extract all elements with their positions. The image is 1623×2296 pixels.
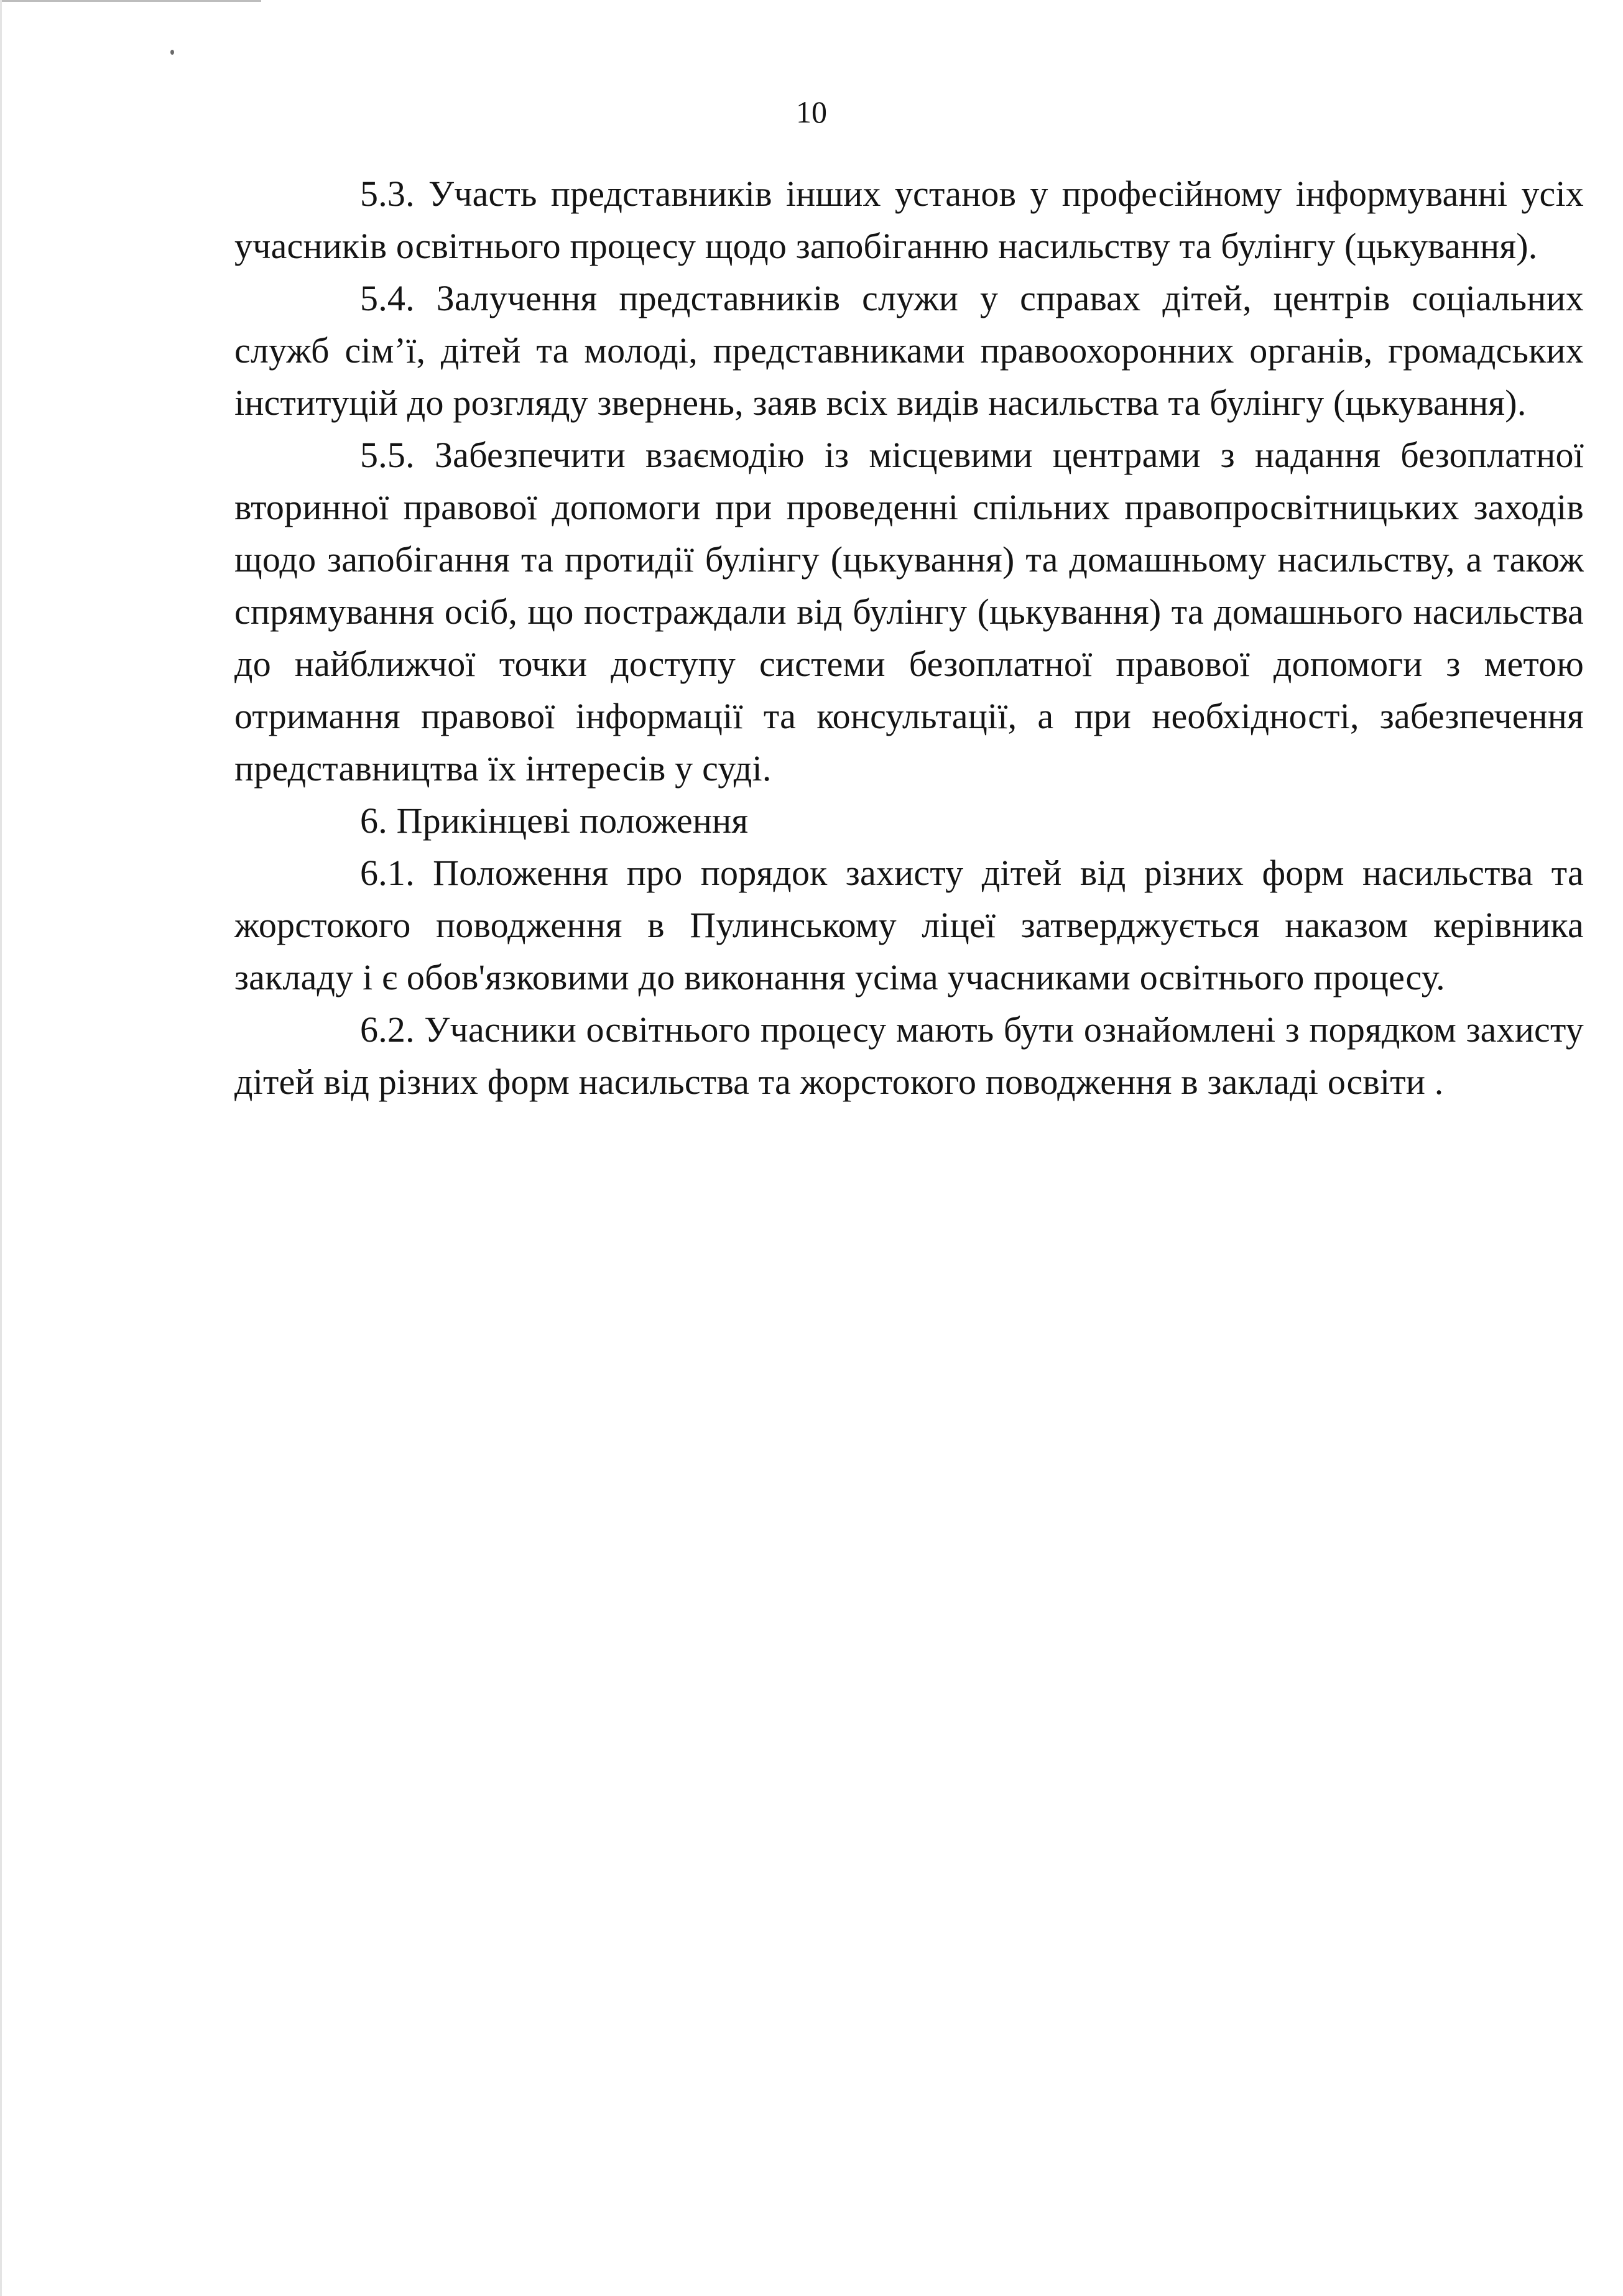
scan-edge-left xyxy=(0,0,2,2296)
paragraph-5-5: 5.5. Забезпечити взаємодію із місцевими центрами з надання безоплатної вторинної правової допомоги при проведенні спільних правопросвітницьких заходів щодо запобігання та протидії булінгу (цькування) та домашньому насильству, а також спрямування осіб, що постраждали від булінгу (цькування) та домашнього насильства до найближчої точки доступу системи безоплатної правової допомоги з метою отримання правової інформації та консультації, а при необхідності, забезпечення представництва їх інтересів у суді. xyxy=(234,435,1584,789)
paragraph-6-1: 6.1. Положення про порядок захисту дітей від різних форм насильства та жорстокого поводження в Пулинському ліцеї затверджується наказом керівника закладу і є обов'язковими до виконання усіма учасниками освітнього процесу. xyxy=(234,853,1584,998)
scan-speck xyxy=(170,50,174,55)
paragraph-5-3: 5.3. Участь представників інших установ у професійному інформуванні усіх учасників освітнього процесу щодо запобіганню насильству та булінгу (цькування). xyxy=(234,174,1584,266)
paragraph-6-2: 6.2. Учасники освітнього процесу мають бути ознайомлені з порядком захисту дітей від різних форм насильства та жорстокого поводження в закладі освіти . xyxy=(234,1009,1584,1102)
document-body xyxy=(234,168,1584,1108)
section-heading-6: 6. Прикінцеві положення xyxy=(360,800,749,841)
scan-edge-top xyxy=(0,0,261,2)
paragraph-5-4: 5.4. Залучення представників служи у справах дітей, центрів соціальних служб сім’ї, дітей та молоді, представниками правоохоронних органів, громадських інституцій до розгляду звернень, заяв всіх видів насильства та булінгу (цькування). xyxy=(234,278,1584,423)
page-number: 10 xyxy=(796,95,827,129)
